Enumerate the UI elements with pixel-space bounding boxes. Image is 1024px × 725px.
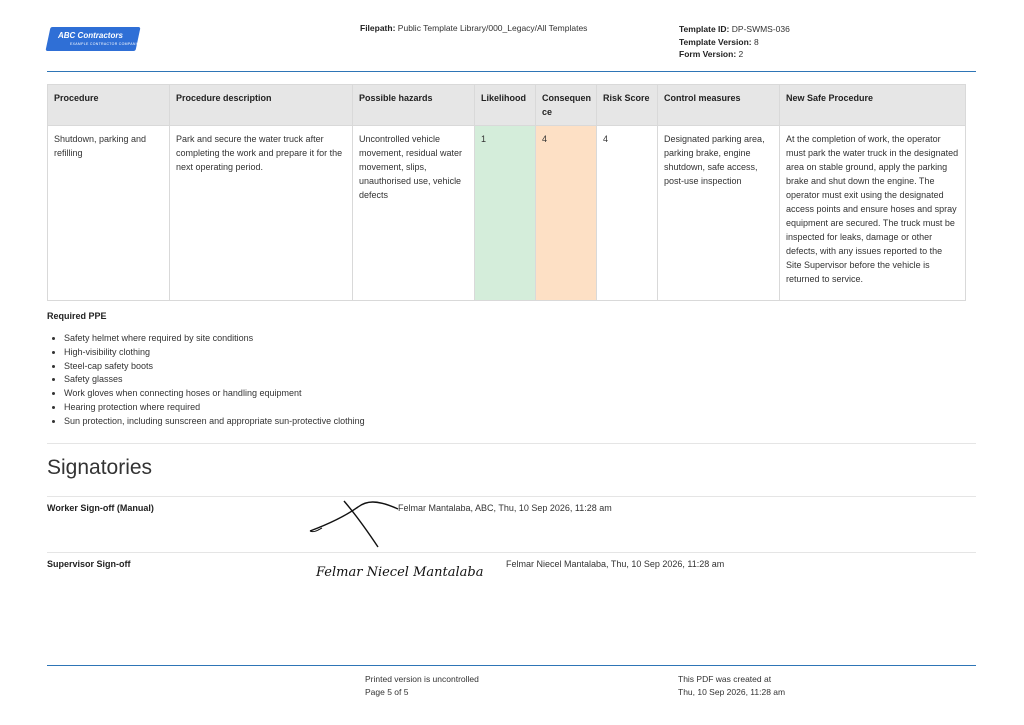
col-header-consequence: Consequen ce bbox=[536, 85, 597, 126]
ppe-title: Required PPE bbox=[47, 311, 107, 321]
footer-rule bbox=[47, 665, 976, 666]
col-header-hazards: Possible hazards bbox=[353, 85, 475, 126]
form-version-label: Form Version: bbox=[679, 49, 737, 59]
page-header bbox=[0, 0, 1024, 72]
form-version-value: 2 bbox=[738, 49, 744, 59]
col-header-procedure: Procedure bbox=[48, 85, 170, 126]
created-date: Thu, 10 Sep 2026, 11:28 am bbox=[678, 687, 786, 697]
template-id-label: Template ID: bbox=[679, 24, 730, 34]
cell-hazards: Uncontrolled vehicle movement, residual water movement, slips, unauthorised use, vehicle defects bbox=[353, 126, 475, 301]
list-item: • Hearing protection where required bbox=[64, 401, 365, 415]
footer-left bbox=[365, 673, 479, 699]
swms-table bbox=[47, 84, 966, 301]
template-id-value: DP-SWMS-036 bbox=[731, 24, 790, 34]
cell-procedure: Shutdown, parking and refilling bbox=[48, 126, 170, 301]
template-meta bbox=[679, 23, 790, 61]
list-item: • Safety helmet where required by site conditions bbox=[64, 332, 365, 346]
list-item: • Work gloves when connecting hoses or handling equipment bbox=[64, 387, 365, 401]
worker-signoff-label: Worker Sign-off (Manual) bbox=[47, 503, 154, 513]
ppe-list bbox=[47, 332, 365, 429]
list-item: • Sun protection, including sunscreen and appropriate sun-protective clothing bbox=[64, 415, 365, 429]
cell-risk-score: 4 bbox=[597, 126, 658, 301]
cell-description: Park and secure the water truck after completing the work and prepare it for the next operating period. bbox=[170, 126, 353, 301]
table-header-row bbox=[48, 85, 966, 126]
filepath-value: Public Template Library/000_Legacy/All Templates bbox=[397, 23, 588, 33]
col-header-controls: Control measures bbox=[658, 85, 780, 126]
col-header-risk-score: Risk Score bbox=[597, 85, 658, 126]
list-item: • High-visibility clothing bbox=[64, 346, 365, 360]
section-divider bbox=[47, 443, 976, 444]
signatory-divider bbox=[47, 496, 976, 497]
col-header-description: Procedure description bbox=[170, 85, 353, 126]
filepath bbox=[360, 23, 587, 33]
cell-controls: Designated parking area, parking brake, engine shutdown, safe access, post-use inspection bbox=[658, 126, 780, 301]
supervisor-signature-image: Felmar Niecel Mantalaba bbox=[316, 565, 484, 580]
worker-signoff-value: Felmar Mantalaba, ABC, Thu, 10 Sep 2026, 11:28 am bbox=[398, 503, 612, 513]
filepath-label: Filepath: bbox=[360, 23, 396, 33]
supervisor-signoff-value: Felmar Niecel Mantalaba, Thu, 10 Sep 2026, 11:28 am bbox=[506, 559, 725, 569]
cell-likelihood: 1 bbox=[475, 126, 536, 301]
logo-subtext: EXAMPLE CONTRACTOR COMPANY bbox=[70, 42, 139, 46]
list-item: • Steel-cap safety boots bbox=[64, 360, 365, 374]
template-version-label: Template Version: bbox=[679, 36, 752, 47]
template-version-value: 8 bbox=[753, 36, 759, 47]
company-logo bbox=[48, 27, 138, 51]
cell-new-procedure: At the completion of work, the operator must park the water truck in the designated area on stable ground, apply the parking brake and shut down the engine. The operator must exit using the designated access points and ensure hoses and spray equipment are secured. The truck must be inspected for leaks, damage or other defects, with any issues reported to the Site Supervisor before the vehicle is returned to service. bbox=[780, 126, 966, 301]
page-number: Page 5 of 5 bbox=[365, 687, 409, 697]
logo-text: ABC Contractors bbox=[58, 31, 123, 40]
header-rule bbox=[47, 71, 976, 72]
signatory-divider bbox=[47, 552, 976, 553]
signatories-title: Signatories bbox=[47, 456, 153, 479]
uncontrolled-notice: Printed version is uncontrolled bbox=[365, 674, 479, 684]
list-item: • Safety glasses bbox=[64, 373, 365, 387]
col-header-new-procedure: New Safe Procedure bbox=[780, 85, 966, 126]
table-row bbox=[48, 126, 966, 301]
cell-consequence: 4 bbox=[536, 126, 597, 301]
worker-signature-image bbox=[306, 497, 402, 549]
footer-right bbox=[678, 673, 785, 699]
created-label: This PDF was created at bbox=[678, 674, 772, 684]
supervisor-signoff-label: Supervisor Sign-off bbox=[47, 559, 131, 569]
col-header-likelihood: Likelihood bbox=[475, 85, 536, 126]
